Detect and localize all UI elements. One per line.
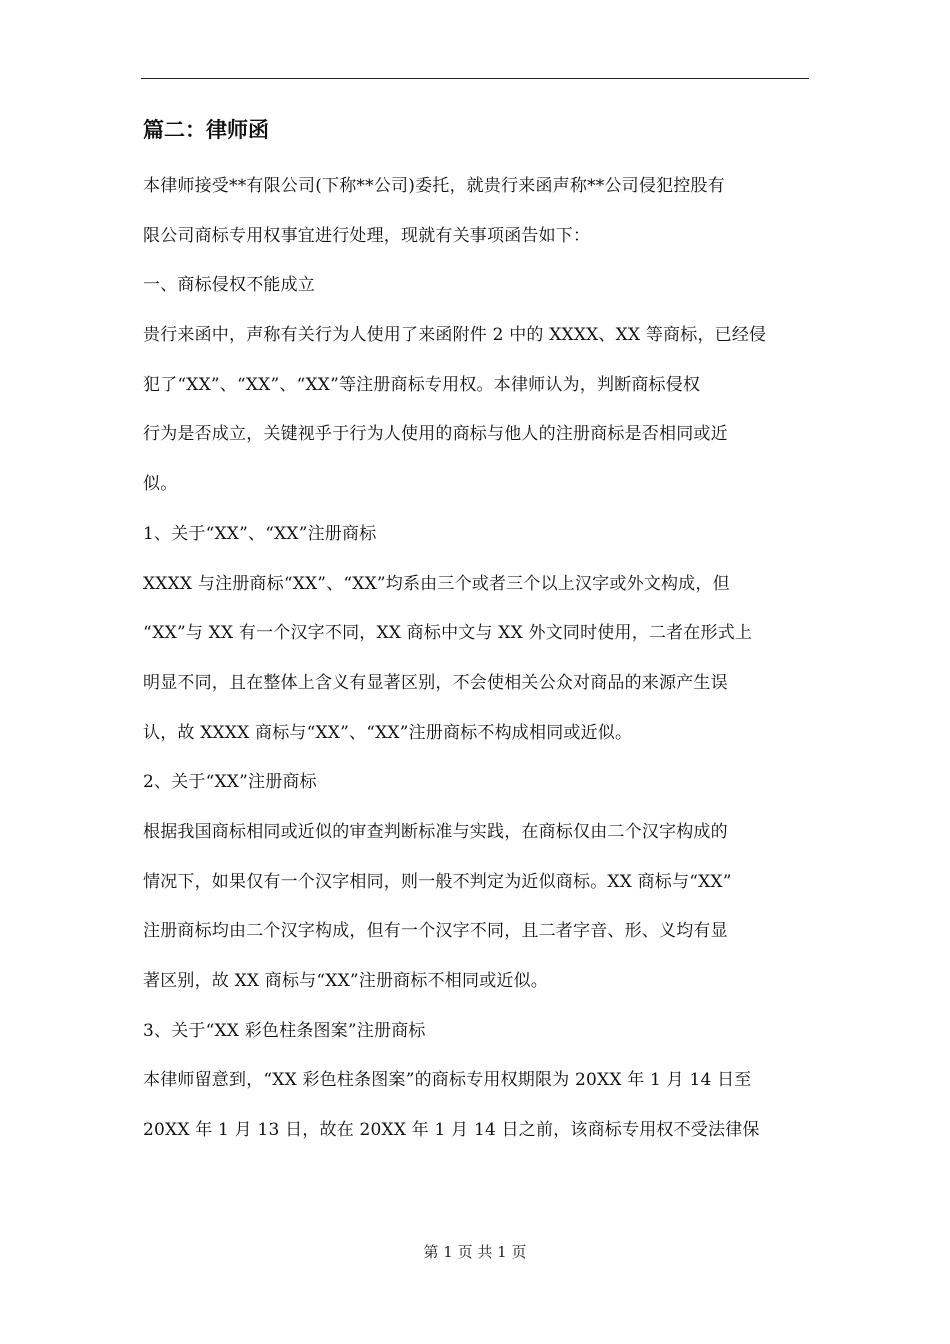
body-line: 限公司商标专用权事宜进行处理，现就有关事项函告如下： <box>143 225 591 246</box>
body-line: 贵行来函中，声称有关行为人使用了来函附件 2 中的 XXXX、XX 等商标，已经侵 <box>143 325 767 346</box>
page-number-footer: 第 1 页 共 1 页 <box>423 1243 527 1261</box>
body-line: 情况下，如果仅有一个汉字相同，则一般不判定为近似商标。XX 商标与“XX” <box>143 871 732 892</box>
subsection-heading: 3、关于“XX 彩色柱条图案”注册商标 <box>143 1020 426 1041</box>
body-line: “XX”与 XX 有一个汉字不同，XX 商标中文与 XX 外文同时使用，二者在形式上 <box>143 623 753 644</box>
header-rule <box>141 78 809 79</box>
body-line: 著区别，故 XX 商标与“XX”注册商标不相同或近似。 <box>143 971 548 991</box>
body-line: 似。 <box>143 474 178 495</box>
subsection-heading: 1、关于“XX”、“XX”注册商标 <box>143 523 377 544</box>
body-line: 认，故 XXXX 商标与“XX”、“XX”注册商标不构成相同或近似。 <box>143 722 633 743</box>
document-body <box>143 162 815 1156</box>
body-line: 行为是否成立，关键视乎于行为人使用的商标与他人的注册商标是否相同或近 <box>143 424 728 445</box>
body-line: 明显不同，且在整体上含义有显著区别，不会使相关公众对商品的来源产生误 <box>143 672 728 693</box>
document-title: 篇二：律师函 <box>143 118 269 142</box>
body-line: 注册商标均由二个汉字构成，但有一个汉字不同，且二者字音、形、义均有显 <box>143 921 728 942</box>
body-line: 20XX 年 1 月 13 日，故在 20XX 年 1 月 14 日之前，该商标专用权不受法律保 <box>143 1120 760 1141</box>
body-line: 本律师接受**有限公司(下称**公司)委托，就贵行来函声称**公司侵犯控股有 <box>143 176 725 196</box>
body-line: XXXX 与注册商标“XX”、“XX”均系由三个或者三个以上汉字或外文构成，但 <box>143 573 730 594</box>
body-line: 犯了“XX”、“XX”、“XX”等注册商标专用权。本律师认为，判断商标侵权 <box>143 374 701 395</box>
body-line: 本律师留意到，“XX 彩色柱条图案”的商标专用权期限为 20XX 年 1 月 14 日至 <box>143 1070 752 1091</box>
section-heading: 一、商标侵权不能成立 <box>143 275 315 296</box>
subsection-heading: 2、关于“XX”注册商标 <box>143 772 317 793</box>
body-line: 根据我国商标相同或近似的审查判断标准与实践，在商标仅由二个汉字构成的 <box>143 821 728 842</box>
